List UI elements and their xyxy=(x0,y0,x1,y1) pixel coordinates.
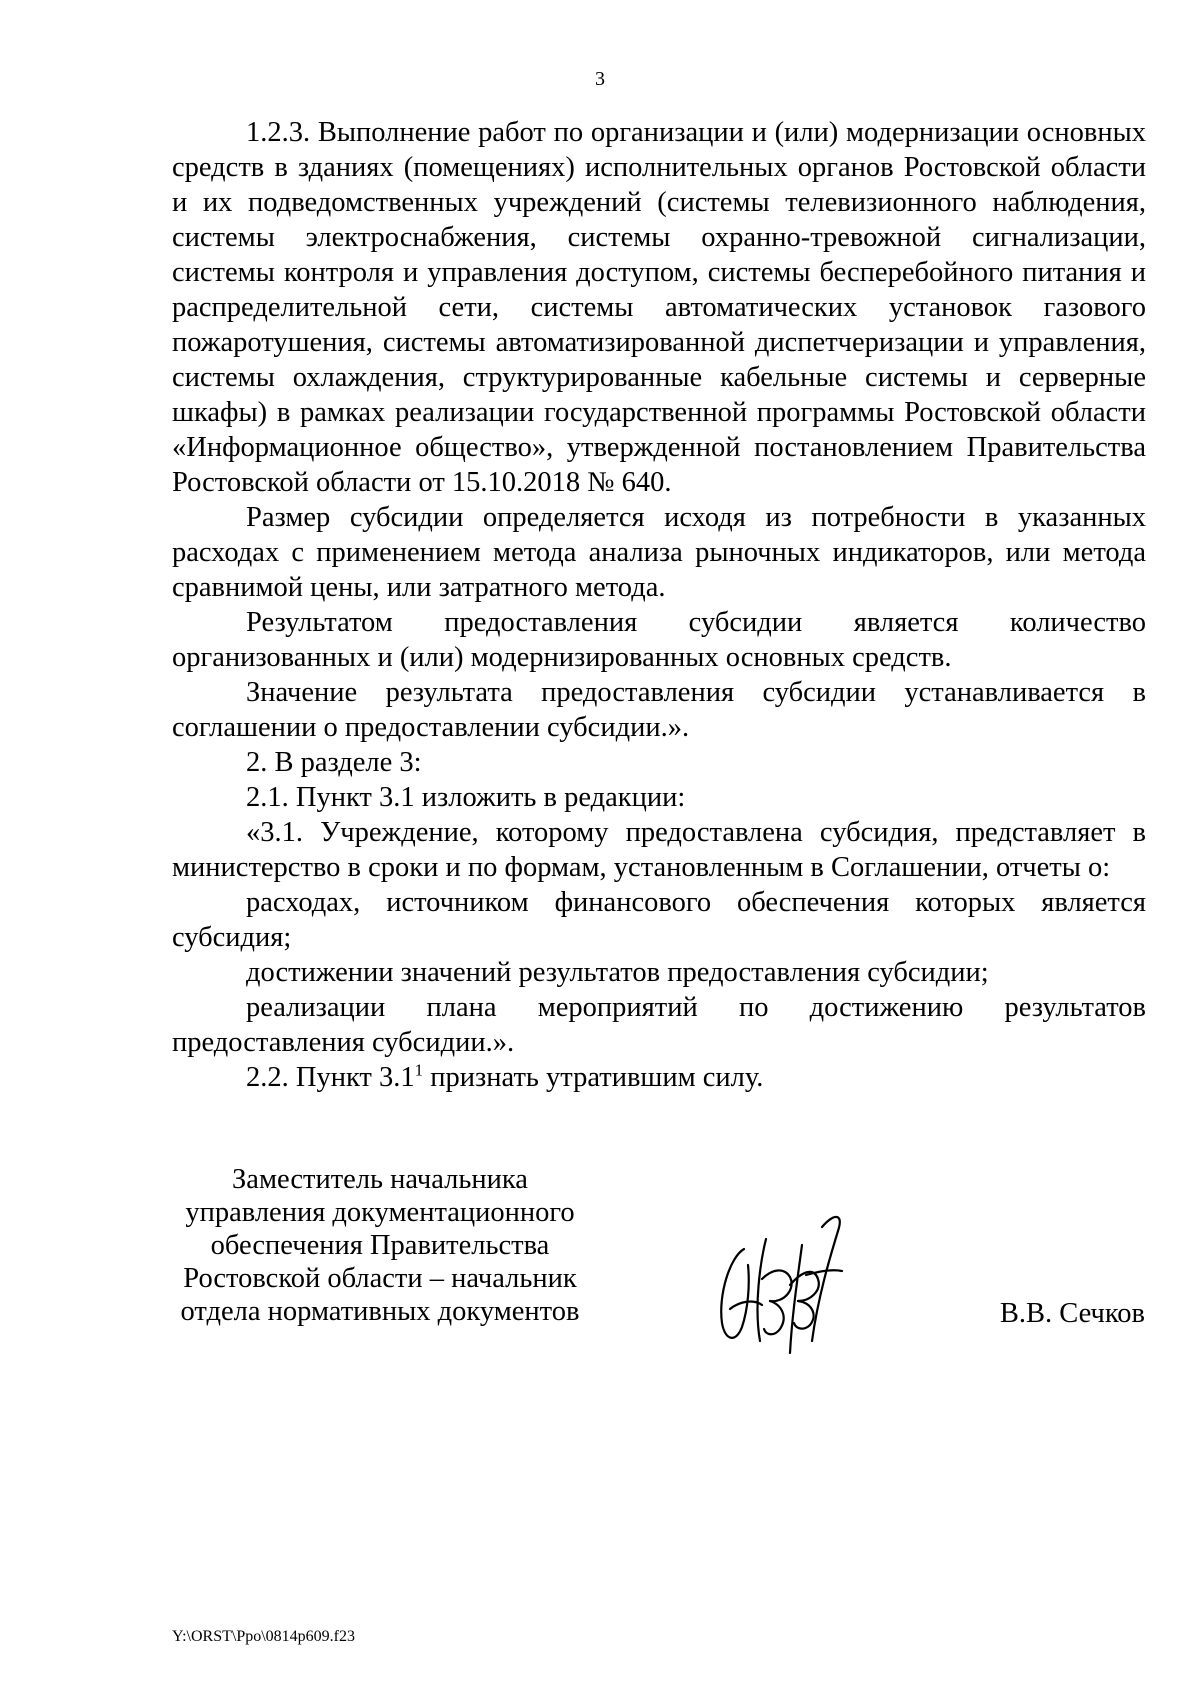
paragraph-section-3: 2. В разделе 3: xyxy=(246,747,422,778)
paragraph-expenses: расходах, источником финансового обеспечения которых является субсидия; xyxy=(172,887,1146,953)
signatory-title-line: обеспечения Правительства xyxy=(210,1230,550,1261)
paragraph-result-value: Значение результата предоставления субсидии устанавливается в соглашении о предоставлении субсидии.». xyxy=(172,677,1146,743)
paragraph-achievement: достижении значений результатов предоставления субсидии; xyxy=(246,957,989,988)
paragraph-2-2 xyxy=(172,1060,1146,1095)
signatory-name: В.В. Сечков xyxy=(999,1298,1145,1329)
signatory-title-line: Заместитель начальника xyxy=(232,1164,528,1195)
superscript-marker: 1 xyxy=(414,1060,424,1080)
signatory-title xyxy=(170,1163,590,1328)
signatory-title-line: Ростовской области – начальник xyxy=(183,1263,577,1294)
paragraph-subsidy-result: Результатом предоставления субсидии является количество организованных и (или) модернизированных основных средств. xyxy=(172,607,1146,673)
signatory-title-line: управления документационного xyxy=(185,1197,575,1228)
handwritten-signature xyxy=(710,1205,860,1365)
paragraph-3-1: «3.1. Учреждение, которому предоставлена субсидия, представляет в министерство в сроки и по формам, установленным в Соглашении, отчеты о: xyxy=(172,817,1146,883)
signatory-title-line: отдела нормативных документов xyxy=(180,1296,580,1327)
file-path: Y:\ORST\Ppo\0814p609.f23 xyxy=(172,1628,355,1645)
paragraph-subsidy-size: Размер субсидии определяется исходя из потребности в указанных расходах с применением метода анализа рыночных индикаторов, или метода сравнимой цены, или затратного метода. xyxy=(172,502,1146,603)
paragraph-2-2-text: 2.2. Пункт 3.1 xyxy=(246,1062,415,1093)
paragraph-1-2-3: 1.2.3. Выполнение работ по организации и (или) модернизации основных средств в зданиях (помещениях) исполнительных органов Ростовской области и их подведомственных учреждений (системы телевизионного наблюдения, системы электроснабжения, системы охранно-тревожной сигнализации, системы контроля и управления доступом, системы бесперебойного питания и распределительной сети, системы автоматических установок газового пожаротушения, системы автоматизированной диспетчеризации и управления, системы охлаждения, структурированные кабельные системы и серверные шкафы) в рамках реализации государственной программы Ростовской области «Информационное общество», утвержденной постановлением Правительства Ростовской области от 15.10.2018 № 640. xyxy=(172,117,1146,498)
paragraph-plan: реализации плана мероприятий по достижению результатов предоставления субсидии.». xyxy=(172,992,1146,1058)
document-body xyxy=(172,115,1146,1095)
page-number: 3 xyxy=(595,68,605,90)
paragraph-2-2-tail: признать утратившим силу. xyxy=(423,1062,764,1093)
paragraph-2-1: 2.1. Пункт 3.1 изложить в редакции: xyxy=(246,782,686,813)
